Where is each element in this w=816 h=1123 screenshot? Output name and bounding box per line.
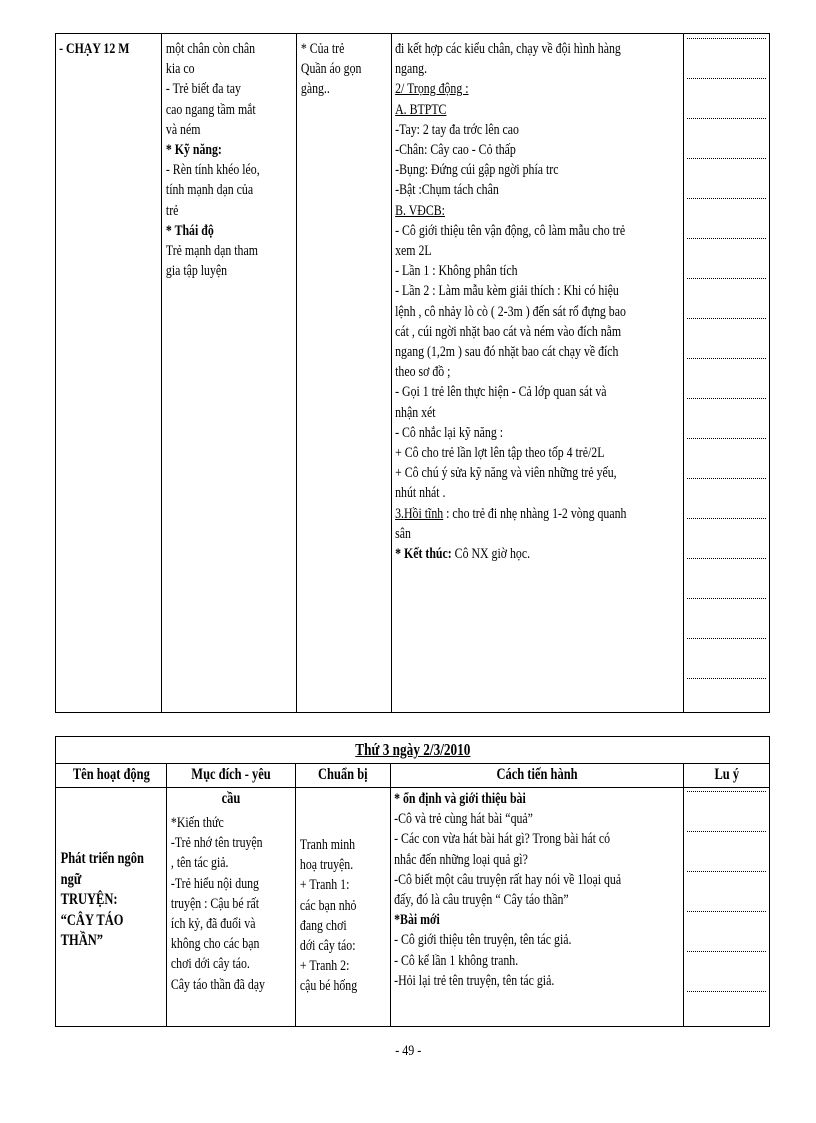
procedure-text — [391, 787, 622, 991]
text-line: - Cô giới thiệu tên vận động, cô làm mẫu cho trẻ — [395, 221, 626, 239]
note-dotted-line — [687, 398, 766, 399]
text-line: ích kỷ, đã đuổi và — [170, 915, 256, 933]
text-line: đi kết hợp các kiểu chân, chạy về đội hình hàng — [395, 40, 621, 57]
note-dotted-line — [687, 638, 766, 639]
text-line: + Tranh 1: — [299, 876, 350, 894]
notes-dotted-lines — [684, 787, 769, 1026]
text-line: * Kỹ năng: — [165, 141, 222, 159]
note-dotted-line — [687, 598, 766, 599]
text-line: ngang (1,2m ) sau đó nhặt bao cát chạy về đích — [395, 343, 619, 361]
text-line: -Hỏi lại trẻ tên truyện, tên tác giả. — [394, 971, 555, 989]
text-line: 3.Hồi tĩnh : cho trẻ đi nhẹ nhàng 1-2 vòng quanh — [395, 504, 627, 522]
note-dotted-line — [687, 78, 766, 79]
note-dotted-line — [687, 678, 766, 679]
text-line: truyện : Cậu bé rất — [170, 894, 260, 912]
text-line: cao ngang tầm mắt — [165, 100, 256, 118]
text-line: + Cô chú ý sửa kỹ năng và viên những trẻ yếu, — [395, 464, 617, 482]
text-line: - Rèn tính khéo léo, — [165, 161, 260, 179]
note-dotted-line — [687, 991, 766, 992]
goals-column — [167, 787, 296, 1026]
text-line: -Bụng: Đứng cúi gập ngời phía trc — [395, 161, 559, 179]
header-procedure: Cách tiến hành — [391, 763, 684, 787]
text-line: Tranh minh — [299, 836, 356, 853]
text-line: THẦN” — [60, 932, 103, 949]
text-line: theo sơ đồ ; — [395, 363, 451, 381]
text-line: sân — [395, 524, 411, 542]
text-line: tính mạnh dạn của — [165, 181, 254, 199]
activity-column — [56, 787, 167, 1026]
text-line: Phát triển ngôn — [60, 850, 144, 867]
note-dotted-line — [687, 518, 766, 519]
text-line: ngữ — [60, 870, 82, 888]
note-dotted-line — [687, 478, 766, 479]
text-line: -Tay: 2 tay đa trớc lên cao — [395, 120, 519, 138]
day-date: Thứ 3 ngày 2/3/2010 — [354, 740, 471, 759]
text-line: kia co — [165, 60, 195, 78]
text-line: - Lần 1 : Không phân tích — [395, 262, 518, 280]
text-line: một chân còn chân — [165, 40, 256, 57]
activity-name — [56, 787, 142, 952]
day-date-row — [56, 737, 769, 764]
text-line: gia tập luyện — [165, 262, 228, 280]
header-note: Lu ý — [714, 766, 739, 783]
header-preparation: Chuẩn bị — [296, 763, 391, 787]
goals-column — [162, 34, 297, 712]
text-line: -Trẻ hiểu nội dung — [170, 874, 259, 892]
note-dotted-line — [687, 278, 766, 279]
note-dotted-line — [687, 791, 766, 792]
header-activity: Tên hoạt động — [56, 763, 167, 787]
text-line: nhận xét — [395, 403, 436, 421]
text-line: xem 2L — [395, 242, 432, 260]
note-dotted-line — [687, 951, 766, 952]
text-line: hoạ truyện. — [299, 856, 354, 874]
lesson-table-continued — [55, 33, 770, 713]
activity-column — [56, 34, 162, 712]
note-dotted-line — [687, 358, 766, 359]
page-number: - 49 - — [395, 1043, 421, 1059]
procedure-column — [392, 34, 684, 712]
header-goals: Mục đích - yêu cầu — [167, 763, 296, 787]
text-line: -Bật :Chụm tách chân — [395, 181, 499, 199]
text-line: nhắc đến những loại quả gì? — [394, 850, 528, 868]
text-line: * ổn định và giới thiệu bài — [394, 790, 526, 807]
text-line: + Tranh 2: — [299, 957, 350, 975]
goals-text — [167, 787, 267, 995]
text-line: -Chân: Cây cao - Cỏ thấp — [395, 141, 516, 159]
text-line: * Kết thúc: Cô NX giờ học. — [395, 545, 531, 563]
text-line: lệnh , cô nhảy lò cò ( 2-3m ) đến sát rổ đựng bao — [395, 302, 626, 320]
preparation-text — [297, 34, 370, 100]
procedure-column — [391, 787, 684, 1026]
text-line: nhút nhát . — [395, 484, 446, 502]
text-line: đang chơi — [299, 916, 347, 934]
text-line: - Gọi 1 trẻ lên thực hiện - Cả lớp quan sát và — [395, 383, 607, 401]
text-line: - Các con vừa hát bài hát gì? Trong bài hát có — [394, 830, 611, 848]
text-line: * Của trẻ — [300, 40, 345, 57]
text-line: - Cô nhắc lại kỹ năng : — [395, 423, 504, 441]
text-line: TRUYỆN: — [60, 891, 118, 908]
text-line: chơi dới cây táo. — [170, 955, 250, 973]
text-line: -Cô và trẻ cùng hát bài “quả” — [394, 810, 533, 828]
text-line: A. BTPTC — [395, 100, 447, 118]
text-line: ngang. — [395, 60, 428, 78]
text-line: + Cô cho trẻ lần lợt lên tập theo tốp 4 trẻ/2L — [395, 444, 605, 462]
note-dotted-line — [687, 318, 766, 319]
note-dotted-line — [687, 158, 766, 159]
text-line: dới cây táo: — [299, 937, 356, 955]
note-dotted-line — [687, 38, 766, 39]
notes-column — [684, 34, 769, 712]
note-dotted-line — [687, 558, 766, 559]
text-line: *Bài mới — [394, 911, 440, 929]
text-line: , tên tác giả. — [170, 854, 229, 872]
text-line: -Cô biết một câu truyện rất hay nói về 1loại quả — [394, 870, 622, 888]
goals-text — [162, 34, 267, 281]
preparation-text — [296, 787, 369, 997]
activity-name: - CHẠY 12 M — [59, 40, 130, 57]
text-line: trẻ — [165, 201, 179, 219]
note-dotted-line — [687, 198, 766, 199]
text-line: * Thái độ — [165, 221, 214, 239]
text-line: các bạn nhỏ — [299, 896, 357, 914]
notes-dotted-lines — [684, 34, 769, 712]
text-line: *Kiến thức — [170, 814, 224, 831]
note-dotted-line — [687, 831, 766, 832]
text-line: -Trẻ nhớ tên truyện — [170, 834, 263, 852]
text-line: Trẻ mạnh dạn tham — [165, 242, 258, 260]
text-line: Cây táo thần đã dạy — [170, 975, 265, 993]
text-line: B. VĐCB: — [395, 201, 445, 219]
table-body-row — [56, 787, 769, 1026]
note-dotted-line — [687, 911, 766, 912]
text-line: - Lần 2 : Làm mẫu kèm giải thích : Khi có hiệu — [395, 282, 619, 300]
lesson-table-day — [55, 736, 770, 1027]
notes-column — [684, 787, 769, 1026]
text-line: và ném — [165, 120, 201, 138]
text-line: - Cô giới thiệu tên truyện, tên tác giả. — [394, 931, 572, 949]
text-line: “CÂY TÁO — [60, 911, 124, 929]
text-line: Quần áo gọn — [300, 60, 362, 78]
text-line: đấy, đó là câu truyện “ Cây táo thần” — [394, 891, 569, 909]
text-line: gàng.. — [300, 80, 330, 98]
text-line: - Trẻ biết đa tay — [165, 80, 241, 98]
note-dotted-line — [687, 438, 766, 439]
text-line: 2/ Trọng động : — [395, 80, 469, 98]
note-dotted-line — [687, 118, 766, 119]
note-dotted-line — [687, 238, 766, 239]
preparation-column — [296, 787, 391, 1026]
text-line: không cho các bạn — [170, 935, 260, 953]
note-dotted-line — [687, 871, 766, 872]
procedure-text — [392, 34, 627, 564]
preparation-column — [297, 34, 392, 712]
text-line: - Cô kể lần 1 không tranh. — [394, 951, 519, 969]
text-line: cậu bé hống — [299, 977, 358, 995]
text-line: cát , cúi ngời nhặt bao cát và ném vào đích nằm — [395, 322, 622, 340]
